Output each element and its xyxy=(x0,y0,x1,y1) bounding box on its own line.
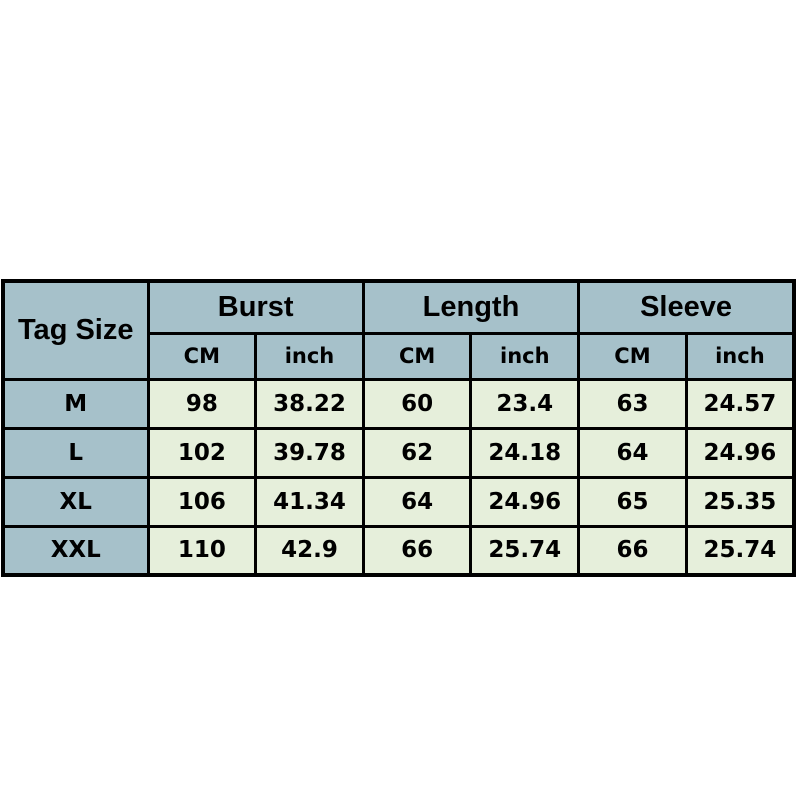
value-cell: 110 xyxy=(148,526,256,575)
tag-size-header: Tag Size xyxy=(3,281,148,379)
tag-size-cell: XXL xyxy=(3,526,148,575)
table-row-m xyxy=(3,379,794,428)
value-cell: 24.18 xyxy=(471,428,579,477)
burst-inch-subheader: inch xyxy=(256,333,364,379)
value-cell: 66 xyxy=(579,526,687,575)
value-cell: 64 xyxy=(363,477,471,526)
length-cm-subheader: CM xyxy=(363,333,471,379)
header-group-row xyxy=(3,281,794,333)
length-group-header: Length xyxy=(363,281,578,333)
table-row-xxl xyxy=(3,526,794,575)
size-chart-table xyxy=(1,279,796,577)
value-cell: 60 xyxy=(363,379,471,428)
value-cell: 38.22 xyxy=(256,379,364,428)
value-cell: 102 xyxy=(148,428,256,477)
length-inch-subheader: inch xyxy=(471,333,579,379)
value-cell: 24.57 xyxy=(686,379,794,428)
value-cell: 42.9 xyxy=(256,526,364,575)
value-cell: 25.74 xyxy=(686,526,794,575)
tag-size-cell: XL xyxy=(3,477,148,526)
burst-cm-subheader: CM xyxy=(148,333,256,379)
value-cell: 25.35 xyxy=(686,477,794,526)
value-cell: 66 xyxy=(363,526,471,575)
sleeve-group-header: Sleeve xyxy=(579,281,794,333)
value-cell: 24.96 xyxy=(686,428,794,477)
value-cell: 23.4 xyxy=(471,379,579,428)
value-cell: 63 xyxy=(579,379,687,428)
table-row-xl xyxy=(3,477,794,526)
table-row-l xyxy=(3,428,794,477)
value-cell: 41.34 xyxy=(256,477,364,526)
sleeve-inch-subheader: inch xyxy=(686,333,794,379)
value-cell: 24.96 xyxy=(471,477,579,526)
value-cell: 62 xyxy=(363,428,471,477)
burst-group-header: Burst xyxy=(148,281,363,333)
value-cell: 39.78 xyxy=(256,428,364,477)
value-cell: 98 xyxy=(148,379,256,428)
value-cell: 106 xyxy=(148,477,256,526)
tag-size-cell: M xyxy=(3,379,148,428)
value-cell: 64 xyxy=(579,428,687,477)
value-cell: 25.74 xyxy=(471,526,579,575)
tag-size-cell: L xyxy=(3,428,148,477)
sleeve-cm-subheader: CM xyxy=(579,333,687,379)
value-cell: 65 xyxy=(579,477,687,526)
